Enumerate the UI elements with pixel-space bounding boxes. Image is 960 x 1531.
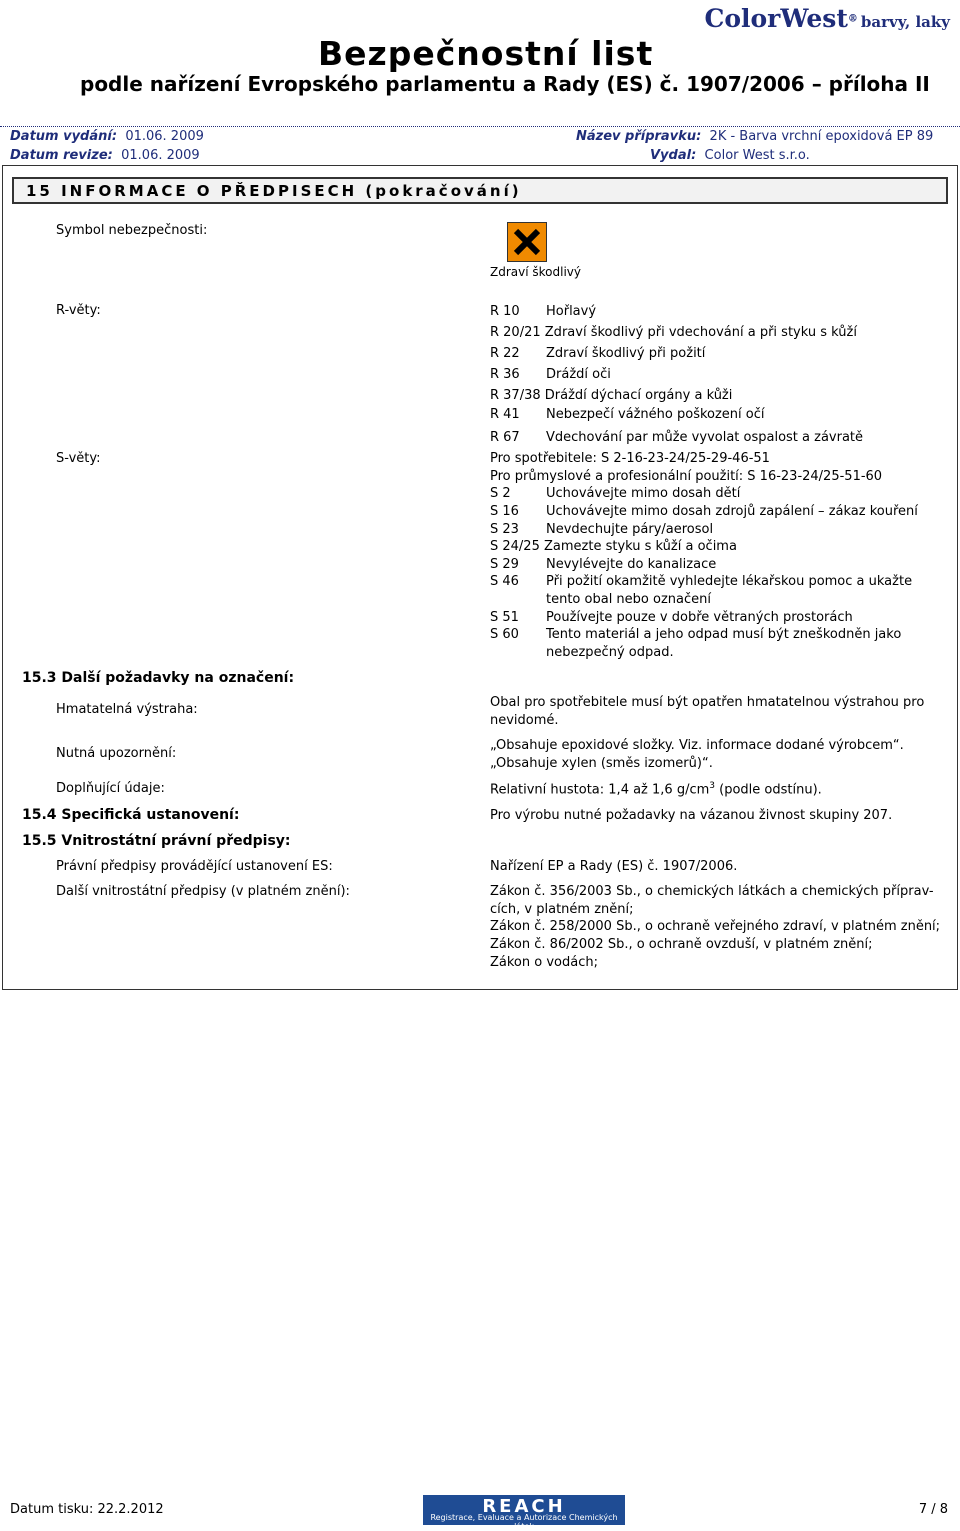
s-phrase-text: tento obal nebo označení: [546, 592, 711, 607]
publisher-label: Vydal:: [650, 148, 697, 163]
list-item: [490, 430, 863, 451]
r-phrase-text: Zdraví škodlivý při vdechování a při styku s kůží: [544, 325, 857, 340]
list-item: Zákon o vodách;: [490, 955, 598, 970]
s-phrase-text: Zamezte styku s kůží a očima: [544, 539, 737, 554]
product-name-row: [576, 129, 933, 144]
additional-info-label: Doplňující údaje:: [56, 781, 165, 796]
tactile-warning-text: [490, 695, 924, 728]
s-phrases-label: S-věty:: [56, 451, 101, 466]
issue-date-row: [10, 129, 204, 144]
s-phrase-code: S 16: [490, 504, 519, 519]
s-phrase-text: Uchovávejte mimo dosah dětí: [546, 486, 741, 501]
section-heading-bar: [12, 177, 948, 204]
national-regulations-list: [490, 884, 940, 970]
r-phrase-code: R 36: [490, 367, 520, 382]
s-phrase-text: Používejte pouze v dobře větraných prostorách: [546, 610, 853, 625]
list-item: [490, 504, 918, 522]
hazard-symbol-label: Symbol nebezpečnosti:: [56, 223, 208, 238]
reach-logo-title: REACH: [482, 1496, 566, 1517]
list-item: [490, 388, 863, 407]
s-phrase-code: S 23: [490, 522, 519, 537]
es-regulations-label: Právní předpisy provádějící ustanovení ES:: [56, 859, 333, 874]
revision-date-row: [10, 148, 200, 163]
r-phrase-text: Nebezpečí vážného poškození očí: [546, 407, 765, 422]
list-item: [490, 407, 863, 430]
reach-logo: [423, 1495, 625, 1531]
s-phrase-code: S 46: [490, 574, 519, 589]
list-item: cích, v platném znění;: [490, 902, 634, 917]
s-professional-line: Pro průmyslové a profesionální použití: S 16-23-24/25-51-60: [490, 469, 883, 484]
s-phrase-code: S 60: [490, 627, 519, 642]
national-regulations-label: Další vnitrostátní předpisy (v platném znění):: [56, 884, 350, 899]
r-phrase-code: R 37/38: [490, 388, 541, 403]
s-phrase-text: Nevylévejte do kanalizace: [546, 557, 717, 572]
density-text: Relativní hustota: 1,4 až 1,6 g/cm: [490, 782, 710, 798]
product-name-value: 2K - Barva vrchní epoxidová EP 89: [709, 129, 934, 144]
r-phrase-code: R 41: [490, 407, 520, 422]
list-item: [490, 610, 918, 627]
document-subtitle: podle nařízení Evropského parlamentu a Rady (ES) č. 1907/2006 – příloha II: [80, 72, 930, 96]
list-item: [490, 304, 863, 325]
tactile-warning-label: Hmatatelná výstraha:: [56, 702, 198, 717]
list-item: Zákon č. 258/2000 Sb., o ochraně veřejného zdraví, v platném znění;: [490, 919, 941, 934]
r-phrase-text: Dráždí dýchací orgány a kůži: [544, 388, 733, 403]
section-15-4-heading: 15.4 Specifická ustanovení:: [22, 807, 240, 823]
harmful-x-icon: [507, 222, 547, 262]
section-heading: 15 INFORMACE O PŘEDPISECH (pokračování): [26, 182, 522, 200]
brand-logo: [704, 4, 950, 33]
s-phrase-text: Při požití okamžitě vyhledejte lékařskou pomoc a ukažte: [546, 574, 913, 589]
s-phrase-text: Uchovávejte mimo dosah zdrojů zapálení – zákaz kouření: [546, 504, 918, 519]
list-item: [490, 522, 918, 539]
revision-date-label: Datum revize:: [10, 148, 113, 163]
list-item: Zákon č. 356/2003 Sb., o chemických látkách a chemických příprav-: [490, 884, 934, 899]
s-phrase-text: nebezpečný odpad.: [546, 645, 674, 660]
r-phrase-list: [490, 304, 863, 451]
print-date: Datum tisku: 22.2.2012: [10, 1502, 164, 1517]
revision-date-value: 01.06. 2009: [121, 148, 200, 163]
list-item: [490, 557, 918, 574]
s-phrase-code: S 29: [490, 557, 519, 572]
brand-name: ColorWest: [704, 4, 848, 33]
header-divider: [0, 126, 960, 127]
r-phrase-text: Zdraví škodlivý při požití: [546, 346, 706, 361]
required-warning-line: „Obsahuje xylen (směs izomerů)“.: [490, 756, 713, 771]
required-warnings-text: [490, 738, 904, 771]
r-phrase-text: Vdechování par může vyvolat ospalost a závratě: [546, 430, 864, 445]
tactile-warning-line: Obal pro spotřebitele musí být opatřen hmatatelnou výstrahou pro: [490, 695, 925, 710]
s-phrase-list: [490, 451, 918, 663]
reach-logo-subtitle: Registrace, Evaluace a Autorizace Chemických látek: [430, 1513, 618, 1531]
list-item: [490, 627, 918, 645]
list-item: [490, 592, 918, 610]
additional-info-text: [490, 781, 822, 797]
section-15-5-heading: 15.5 Vnitrostátní právní předpisy:: [22, 833, 291, 849]
r-phrase-code: R 20/21: [490, 325, 541, 340]
required-warnings-label: Nutná upozornění:: [56, 746, 177, 761]
list-item: Zákon č. 86/2002 Sb., o ochraně ovzduší, v platném znění;: [490, 937, 873, 952]
hazard-symbol-caption: Zdraví škodlivý: [490, 265, 581, 279]
s-phrase-text: Tento materiál a jeho odpad musí být zneškodněn jako: [546, 627, 902, 642]
list-item: [490, 574, 918, 592]
s-consumer-line: Pro spotřebitele: S 2-16-23-24/25-29-46-51: [490, 451, 770, 466]
es-regulations-text: Nařízení EP a Rady (ES) č. 1907/2006.: [490, 859, 738, 874]
density-tail: (podle odstínu).: [715, 782, 822, 798]
s-phrase-code: S 51: [490, 610, 519, 625]
r-phrase-text: Hořlavý: [546, 304, 597, 319]
section-15-4-text: Pro výrobu nutné požadavky na vázanou živnost skupiny 207.: [490, 808, 893, 823]
r-phrases-label: R-věty:: [56, 303, 101, 318]
list-item: [490, 645, 918, 663]
brand-tagline: barvy, laky: [860, 13, 950, 31]
publisher-row: [650, 148, 810, 163]
page-number: 7 / 8: [918, 1502, 948, 1517]
list-item: [490, 539, 918, 557]
list-item: [490, 346, 863, 367]
r-phrase-text: Dráždí oči: [546, 367, 611, 382]
issue-date-value: 01.06. 2009: [125, 129, 204, 144]
section-15-3-heading: 15.3 Další požadavky na označení:: [22, 670, 295, 686]
r-phrase-code: R 10: [490, 304, 520, 319]
list-item: [490, 367, 863, 388]
list-item: [490, 486, 918, 504]
document-title: Bezpečnostní list: [318, 34, 654, 73]
density-unit-superscript: 3: [709, 781, 716, 791]
publisher-value: Color West s.r.o.: [704, 148, 810, 163]
tactile-warning-line: nevidomé.: [490, 713, 559, 728]
s-phrase-code: S 24/25: [490, 539, 540, 554]
r-phrase-code: R 67: [490, 430, 520, 445]
r-phrase-code: R 22: [490, 346, 520, 361]
brand-registered-mark: ®: [847, 13, 858, 25]
product-name-label: Název přípravku:: [576, 129, 702, 144]
issue-date-label: Datum vydání:: [10, 129, 118, 144]
required-warning-line: „Obsahuje epoxidové složky. Viz. informace dodané výrobcem“.: [490, 738, 904, 753]
s-phrase-text: Nevdechujte páry/aerosol: [546, 522, 714, 537]
s-phrase-code: S 2: [490, 486, 511, 501]
list-item: [490, 325, 863, 346]
